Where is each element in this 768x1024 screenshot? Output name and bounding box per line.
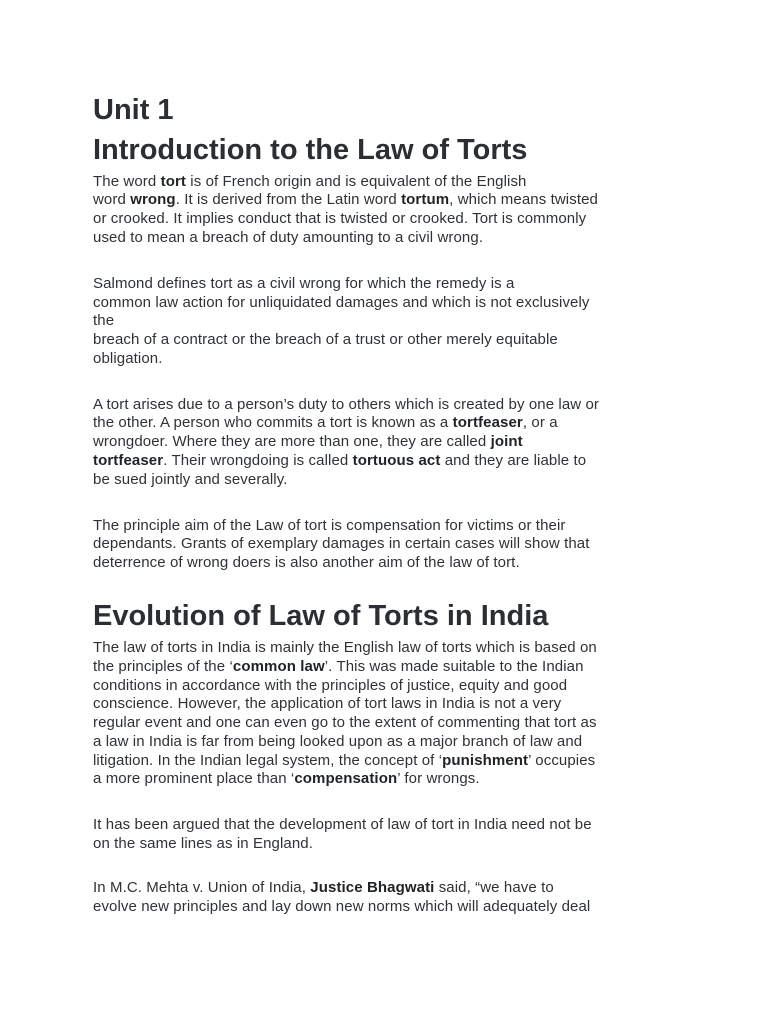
section-body-evolution bbox=[93, 639, 733, 916]
text-run: dependants. Grants of exemplary damages in certain cases will show that bbox=[93, 535, 590, 553]
text-line bbox=[93, 396, 733, 415]
text-run: ’ occupies bbox=[528, 751, 596, 769]
text-line bbox=[93, 695, 733, 714]
bold-term: tort bbox=[160, 172, 186, 190]
text-run: evolve new principles and lay down new norms which will adequately deal bbox=[93, 897, 591, 915]
bold-term: wrong bbox=[130, 191, 176, 209]
text-line bbox=[93, 229, 733, 248]
text-line bbox=[93, 517, 733, 536]
text-run: . Their wrongdoing is called bbox=[163, 451, 353, 469]
unit-title: Unit 1 bbox=[93, 94, 174, 126]
text-line bbox=[93, 414, 733, 433]
text-line bbox=[93, 639, 733, 658]
bold-term: tortfeaser bbox=[452, 414, 523, 432]
text-run: regular event and one can even go to the extent of commenting that tort as bbox=[93, 714, 597, 732]
text-line bbox=[93, 173, 733, 192]
text-line bbox=[93, 898, 733, 917]
text-run: In M.C. Mehta v. Union of India, bbox=[93, 878, 311, 896]
text-run: and they are liable to bbox=[440, 451, 587, 469]
text-run: is of French origin and is equivalent of the English bbox=[186, 172, 527, 190]
text-line bbox=[93, 191, 733, 210]
paragraph bbox=[93, 517, 733, 573]
text-run: a more prominent place than ‘ bbox=[93, 770, 295, 788]
text-line bbox=[93, 331, 733, 350]
text-line bbox=[93, 471, 733, 490]
text-line bbox=[93, 835, 733, 854]
text-run: ’. This was made suitable to the Indian bbox=[324, 657, 584, 675]
text-line bbox=[93, 433, 733, 452]
text-run: The word bbox=[93, 172, 161, 190]
text-run: or crooked. It implies conduct that is twisted or crooked. Tort is commonly bbox=[93, 210, 587, 228]
text-run: ’ for wrongs. bbox=[397, 770, 480, 788]
text-line bbox=[93, 733, 733, 752]
bold-term: compensation bbox=[294, 770, 398, 788]
text-line bbox=[93, 210, 733, 229]
text-run: deterrence of wrong doers is also another aim of the law of tort. bbox=[93, 554, 520, 572]
text-line bbox=[93, 452, 733, 471]
bold-term: tortum bbox=[401, 191, 450, 209]
text-run: the principles of the ‘ bbox=[93, 657, 233, 675]
text-run: conscience. However, the application of tort laws in India is not a very bbox=[93, 695, 562, 713]
bold-term: Justice Bhagwati bbox=[310, 878, 435, 896]
text-run: A tort arises due to a person’s duty to others which is created by one law or bbox=[93, 395, 600, 413]
text-line bbox=[93, 752, 733, 771]
text-line bbox=[93, 677, 733, 696]
text-line bbox=[93, 294, 733, 313]
text-run: , which means twisted bbox=[449, 191, 598, 209]
paragraph bbox=[93, 396, 733, 490]
text-run: breach of a contract or the breach of a trust or other merely equitable bbox=[93, 331, 558, 349]
text-run: common law action for unliquidated damages and which is not exclusively bbox=[93, 293, 590, 311]
text-run: the other. A person who commits a tort is known as a bbox=[93, 414, 453, 432]
text-run: The law of torts in India is mainly the English law of torts which is based on bbox=[93, 639, 597, 657]
text-run: on the same lines as in England. bbox=[93, 835, 314, 853]
bold-term: punishment bbox=[442, 751, 529, 769]
paragraph bbox=[93, 639, 733, 789]
paragraph bbox=[93, 816, 733, 854]
text-line bbox=[93, 554, 733, 573]
text-run: a law in India is far from being looked upon as a major branch of law and bbox=[93, 732, 583, 750]
text-run: conditions in accordance with the principles of justice, equity and good bbox=[93, 676, 568, 694]
text-run: used to mean a breach of duty amounting to a civil wrong. bbox=[93, 228, 484, 246]
text-line bbox=[93, 350, 733, 369]
bold-term: tortfeaser bbox=[93, 451, 164, 469]
text-run: word bbox=[93, 191, 131, 209]
text-line bbox=[93, 816, 733, 835]
paragraph bbox=[93, 879, 733, 917]
text-run: Salmond defines tort as a civil wrong for which the remedy is a bbox=[93, 274, 515, 292]
text-line bbox=[93, 658, 733, 677]
text-run: the bbox=[93, 312, 115, 330]
text-run: said, “we have to bbox=[434, 878, 554, 896]
text-line bbox=[93, 879, 733, 898]
text-line bbox=[93, 714, 733, 733]
bold-term: tortuous act bbox=[352, 451, 441, 469]
text-line bbox=[93, 275, 733, 294]
bold-term: common law bbox=[232, 657, 325, 675]
section-title-introduction: Introduction to the Law of Torts bbox=[93, 134, 528, 166]
text-run: . It is derived from the Latin word bbox=[175, 191, 402, 209]
text-line bbox=[93, 770, 733, 789]
text-run: The principle aim of the Law of tort is compensation for victims or their bbox=[93, 516, 566, 534]
text-line bbox=[93, 312, 733, 331]
section-body-introduction bbox=[93, 173, 733, 573]
paragraph bbox=[93, 275, 733, 369]
text-run: obligation. bbox=[93, 349, 163, 367]
text-run: be sued jointly and severally. bbox=[93, 470, 288, 488]
text-run: litigation. In the Indian legal system, the concept of ‘ bbox=[93, 751, 443, 769]
text-run: wrongdoer. Where they are more than one, they are called bbox=[93, 433, 491, 451]
text-run: It has been argued that the development of law of tort in India need not be bbox=[93, 816, 592, 834]
bold-term: joint bbox=[490, 433, 523, 451]
paragraph bbox=[93, 173, 733, 248]
text-run: , or a bbox=[522, 414, 558, 432]
document-page bbox=[93, 92, 733, 916]
text-line bbox=[93, 535, 733, 554]
section-title-evolution: Evolution of Law of Torts in India bbox=[93, 599, 549, 632]
